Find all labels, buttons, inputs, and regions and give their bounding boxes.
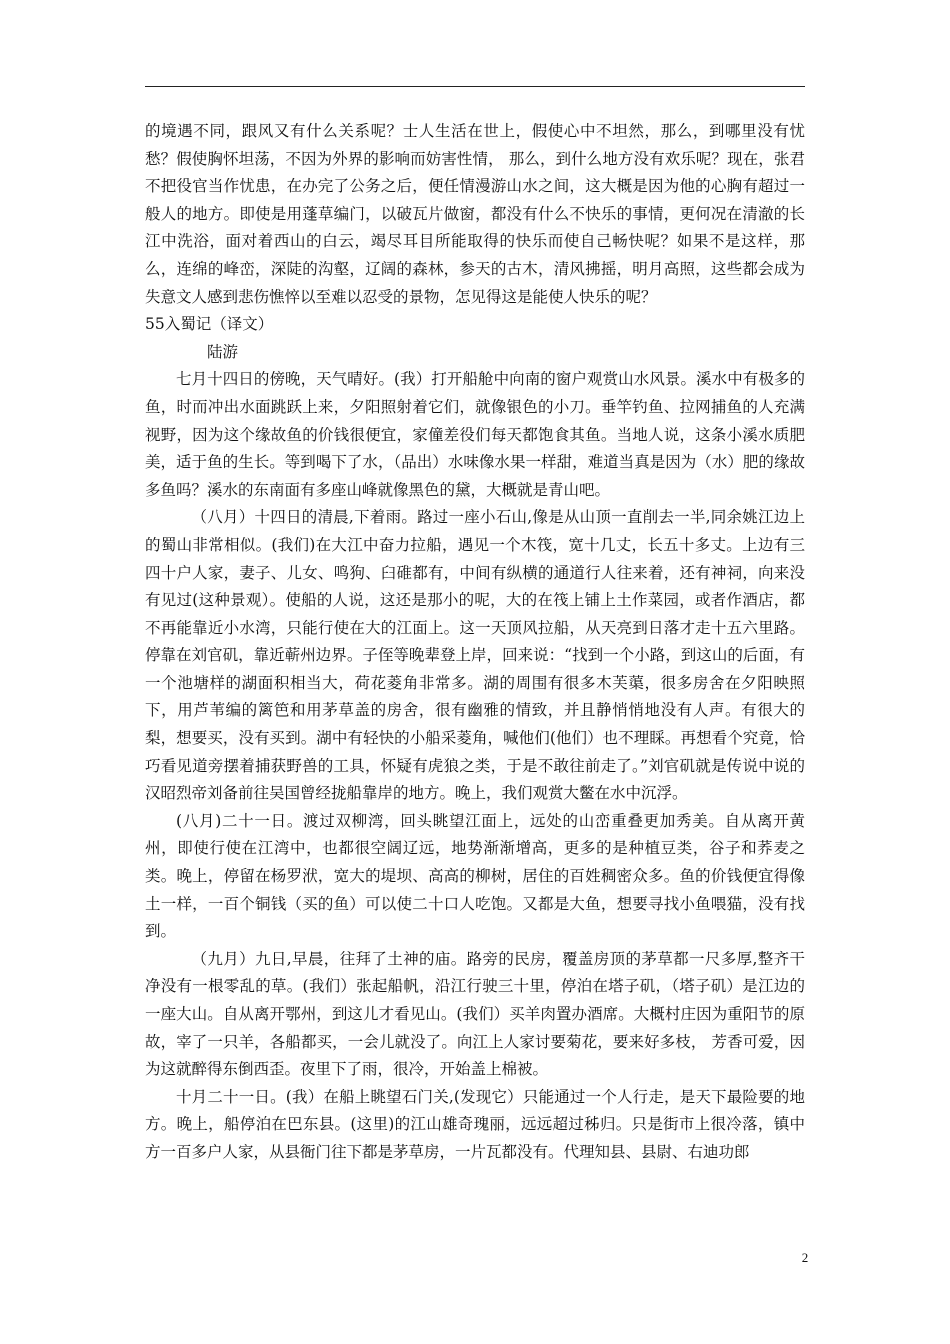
previous-translation-paragraph: 的境遇不同，跟风又有什么关系呢？士人生活在世上，假使心中不坦然，那么，到哪里没有忧愁？假使胸怀坦荡，不因为外界的影响而妨害性情， 那么，到什么地方没有欢乐呢？现在，张君不把役官当作忧患，在办完了公务之后，便任情漫游山水之间，这大概是因为他的心胸有超过一般人的地方。即使是用蓬草编门，以破瓦片做窗，都没有什么不快乐的事情，更何况在清澈的长江中洗浴，面对着西山的白云，竭尽耳目所能取得的快乐而使自己畅快呢？如果不是这样，那么，连绵的峰峦，深陡的沟壑，辽阔的森林，参天的古木，清风拂摇，明月高照，这些都会成为失意文人感到悲伤憔悴以至难以忍受的景物，怎见得这是能使人快乐的呢？ [145,122,805,306]
section-title: 55入蜀记（译文） [145,315,274,334]
paragraph-july-14: 七月十四日的傍晚，天气晴好。(我）打开船舱中向南的窗户观赏山水风景。溪水中有极多的鱼，时而冲出水面跳跃上来，夕阳照射着它们，就像银色的小刀。垂竿钓鱼、拉网捕鱼的人充满视野，因为这个缘故鱼的价钱很便宜，家僮差役们每天都饱食其鱼。当地人说，这条小溪水质肥美，适于鱼的生长。等到喝下了水，（品出）水味像水果一样甜，难道当真是因为（水）肥的缘故多鱼吗？溪水的东南面有多座山峰就像黑色的黛，大概就是青山吧。 [145,370,805,499]
page-number: 2 [801,1250,809,1265]
paragraph-september-9: （九月）九日,早晨，往拜了土神的庙。路旁的民房，覆盖房顶的茅草都一尺多厚,整齐干净没有一根零乱的草。(我们）张起船帆，沿江行驶三十里，停泊在塔子矶，（塔子矶）是江边的一座大山。自从离开鄂州，到这儿才看见山。(我们）买羊肉置办酒席。大概村庄因为重阳节的原故，宰了一只羊，各船都买，一会儿就没了。向江上人家讨要菊花，要来好多枝， 芳香可爱，因为这就醉得东倒西歪。夜里下了雨，很冷，开始盖上棉被。 [145,949,805,1079]
paragraph-august-21: (八月)二十一日。渡过双柳湾，回头眺望江面上，远处的山峦重叠更加秀美。自从离开黄州，即使行使在江湾中，也都很空阔辽远，地势渐渐增高，更多的是种植豆类，谷子和荞麦之类。晚上，停留在杨罗洑，宽大的堤坝、高高的柳树，居住的百姓稠密众多。鱼的价钱便宜得像土一样，一百个铜钱（买的鱼）可以使二十口人吃饱。又都是大鱼，想要寻找小鱼喂猫，没有找到。 [145,811,805,941]
document-body [145,118,805,1167]
paragraph-october-21: 十月二十一日。(我）在船上眺望石门关,(发现它）只能通过一个人行走，是天下最险要的地方。晚上，船停泊在巴东县。(这里)的江山雄奇瑰丽，远远超过秭归。只是街市上很冷落，镇中方一百多户人家，从县衙门往下都是茅草房，一片瓦都没有。代理知县、县尉、右迪功郎 [145,1087,805,1161]
author-name: 陆游 [207,342,239,361]
paragraph-august-14: （八月）十四日的清晨,下着雨。路过一座小石山,像是从山顶一直削去一半,同余姚江边上的蜀山非常相似。(我们)在大江中奋力拉船，遇见一个木筏，宽十几丈，长五十多丈。上边有三四十户人家，妻子、儿女、鸣狗、臼碓都有，中间有纵横的通道行人往来着，还有神祠，向来没有见过(这种景观）。使船的人说，这还是那小的呢，大的在筏上铺上土作菜园，或者作酒店，都不再能靠近小水湾，只能行使在大的江面上。这一天顶风拉船，从天亮到日落才走十五六里路。停靠在刘官矶，靠近蕲州边界。子侄等晚辈登上岸，回来说：“找到一个小路，到这山的后面，有一个池塘样的湖面积相当大，荷花菱角非常多。湖的周围有很多木芙蕖，很多房舍在夕阳映照下，用芦苇编的篱笆和用茅草盖的房舍，很有幽雅的情致，并且静悄悄地没有人声。有很大的梨，想要买，没有买到。湖中有轻快的小船采菱角，喊他们(他们）也不理睬。再想看个究竟，恰巧看见道旁摆着捕获野兽的工具，怀疑有虎狼之类，于是不敢往前走了。”刘官矶就是传说中说的汉昭烈帝刘备前往吴国曾经拢船靠岸的地方。晚上，我们观赏大鳖在水中沉浮。 [145,508,805,803]
header-rule [145,86,805,87]
